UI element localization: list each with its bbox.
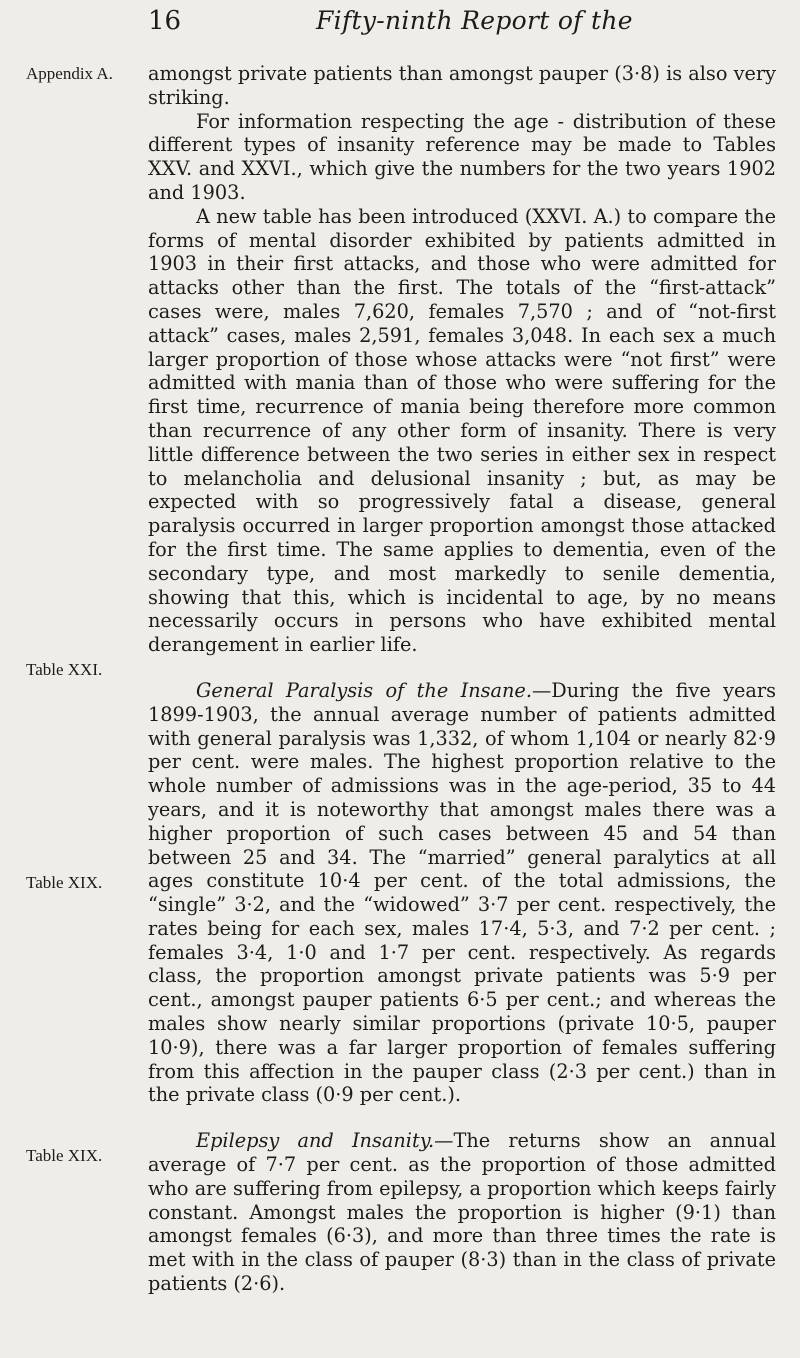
- running-title: Fifty-ninth Report of the: [316, 6, 633, 35]
- margin-note-table-xix: Table XIX.: [26, 873, 103, 892]
- general-paralysis-heading: General Paralysis of the Insane.: [196, 678, 532, 702]
- margin-note-appendix: Appendix A.: [26, 64, 113, 83]
- paragraph-age-distribution: For information respecting the age - distribution of these different types of insanity reference may be made to Tables XXV. and XXVI., which give the numbers for the two years 1902 and 1903.: [148, 109, 776, 204]
- epilepsy-body: —The returns show an annual average of 7·7 per cent. as the proportion of those admitted who are suffering from epilepsy, a proportion which keeps fairly constant. Amongst males the proportion is higher (9·1) than amongst females (6·3), and more than three times the rate is met with in the class of pauper (8·3) than in the class of private patients (2·6).: [148, 1129, 777, 1296]
- paragraph-general-paralysis: [148, 679, 776, 1107]
- margin-note-table-xxi: Table XXI.: [26, 660, 103, 679]
- page-header: [148, 4, 768, 44]
- epilepsy-heading: Epilepsy and Insanity.: [196, 1129, 435, 1153]
- body-text: [148, 62, 776, 1296]
- margin-note-table-xix-second: Table XIX.: [26, 1146, 103, 1165]
- paragraph-class-comparison: amongst private patients than amongst pauper (3·8) is also very striking.: [148, 62, 776, 109]
- page-number: 16: [148, 6, 182, 36]
- paragraph-first-attack-table: A new table has been introduced (XXVI. A.) to compare the forms of mental disorder exhibited by patients admitted in 1903 in their first attacks, and those who were admitted for attacks other than the first. The totals of the “first-attack” cases were, males 7,620, females 7,570 ; and of “not-first attack” cases, males 2,591, females 3,048. In each sex a much larger proportion of those whose attacks were “not first” were admitted with mania than of those who were suffering for the first time, recurrence of mania being therefore more common than recurrence of any other form of insanity. There is very little difference between the two series in either sex in respect to melancholia and delusional insanity ; but, as may be expected with so progressively fatal a disease, general paralysis occurred in larger proportion amongst those attacked for the first time. The same applies to dementia, even of the secondary type, and most markedly to senile dementia, showing that this, which is incidental to age, by no means necessarily occurs in persons who have exhibited mental derangement in earlier life.: [148, 204, 776, 657]
- general-paralysis-body: —During the five years 1899-1903, the annual average number of patients admitted with general paralysis was 1,332, of whom 1,104 or nearly 82·9 per cent. were males. The highest proportion relative to the whole number of admissions was in the age-period, 35 to 44 years, and it is noteworthy that amongst males there was a higher proportion of such cases between 45 and 54 than between 25 and 34. The “married” general paralytics at all ages constitute 10·4 per cent. of the total admissions, the “single” 3·2, and the “widowed” 3·7 per cent. respectively, the rates being for each sex, males 17·4, 5·3, and 7·2 per cent. ; females 3·4, 1·0 and 1·7 per cent. respectively. As regards class, the proportion amongst private patients was 5·9 per cent., amongst pauper patients 6·5 per cent.; and whereas the males show nearly similar proportions (private 10·5, pauper 10·9), there was a far larger proportion of females suffering from this affection in the pauper class (2·3 per cent.) than in the private class (0·9 per cent.).: [148, 678, 777, 1107]
- paragraph-epilepsy: [148, 1129, 776, 1296]
